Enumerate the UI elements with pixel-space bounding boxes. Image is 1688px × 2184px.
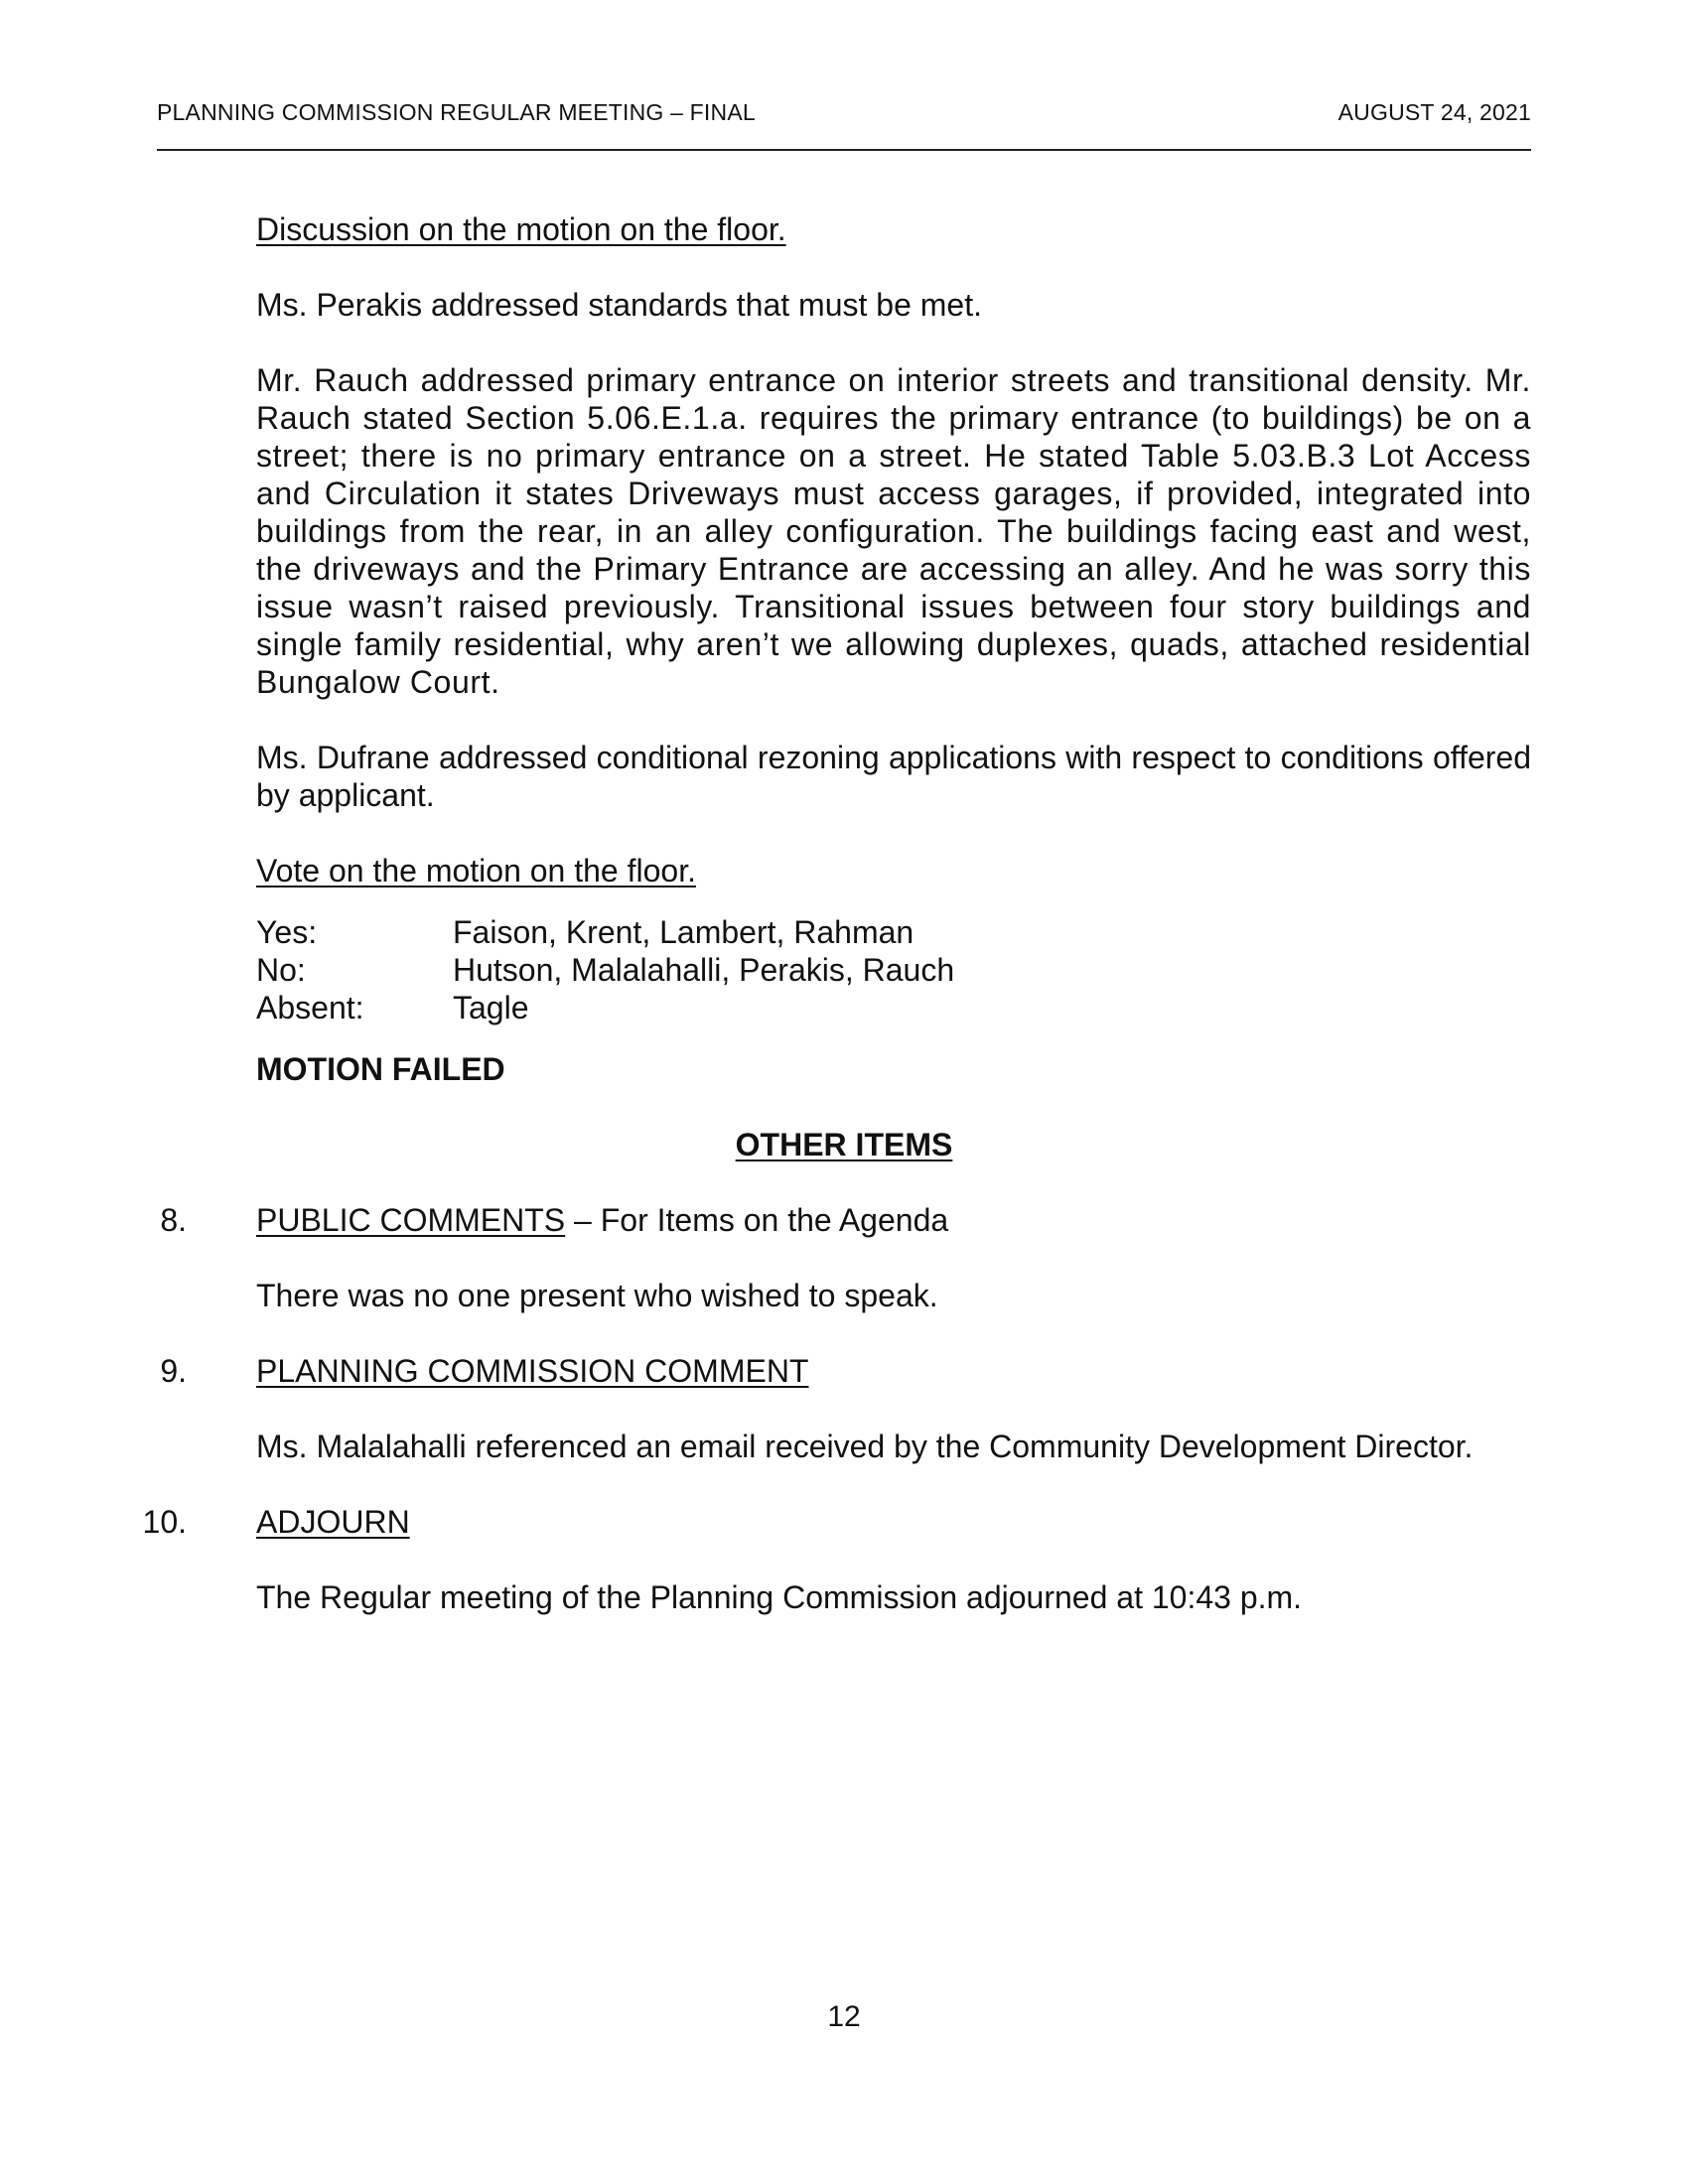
item-number: 9. [160,1353,187,1389]
item-title: ADJOURN [256,1504,410,1540]
vote-heading-text: Vote on the motion on the floor. [256,853,696,888]
other-items-heading [157,1126,1531,1163]
rauch-paragraph: Mr. Rauch addressed primary entrance on interior streets and transitional density. Mr. Rauch stated Section 5.06.E.1.a. requires the primary entrance (to buildings) be on a street; there is no primary entrance on a street. He stated Table 5.03.B.3 Lot Access and Circulation it states Driveways must access garages, if provided, integrated into buildings from the rear, in an alley configuration. The buildings facing east and west, the driveways and the Primary Entrance are accessing an alley. And he was sorry this issue wasn’t raised previously. Transitional issues between four story buildings and single family residential, why aren’t we allowing duplexes, quads, attached residential Bungalow Court. [256,362,1531,700]
header-title: PLANNING COMMISSION REGULAR MEETING – FINAL [157,99,756,125]
vote-names: Faison, Krent, Lambert, Rahman [453,914,914,950]
item-title-commission-comment [256,1352,1531,1390]
vote-label: No: [256,952,306,988]
item-text: The Regular meeting of the Planning Commission adjourned at 10:43 p.m. [256,1579,1303,1615]
item-title-public-comments [256,1201,1531,1239]
page-number: 12 [827,2000,861,2033]
dufrane-paragraph: Ms. Dufrane addressed conditional rezoning applications with respect to conditions offered by applicant. [256,740,1531,813]
item-text: Ms. Malalahalli referenced an email received by the Community Development Director. [256,1429,1474,1464]
header-date: AUGUST 24, 2021 [1337,99,1531,125]
page-header [157,99,1531,129]
vote-label: Yes: [256,914,318,950]
vote-heading [256,852,1531,889]
motion-result: MOTION FAILED [256,1051,505,1087]
header-divider [157,149,1531,151]
discussion-heading-text: Discussion on the motion on the floor. [256,211,786,247]
vote-label: Absent: [256,990,364,1025]
item-number: 10. [142,1504,187,1540]
perakis-paragraph: Ms. Perakis addressed standards that must be met. [256,287,982,323]
item-title-suffix: – For Items on the Agenda [565,1202,949,1238]
other-items-heading-text: OTHER ITEMS [735,1127,953,1162]
vote-names: Hutson, Malalahalli, Perakis, Rauch [453,952,955,988]
item-number: 8. [160,1202,187,1238]
discussion-heading [256,210,1531,248]
vote-names: Tagle [453,990,529,1025]
item-title: PLANNING COMMISSION COMMENT [256,1353,809,1389]
item-title: PUBLIC COMMENTS [256,1202,566,1238]
item-title-adjourn [256,1503,1531,1541]
item-text: There was no one present who wished to speak. [256,1278,938,1313]
